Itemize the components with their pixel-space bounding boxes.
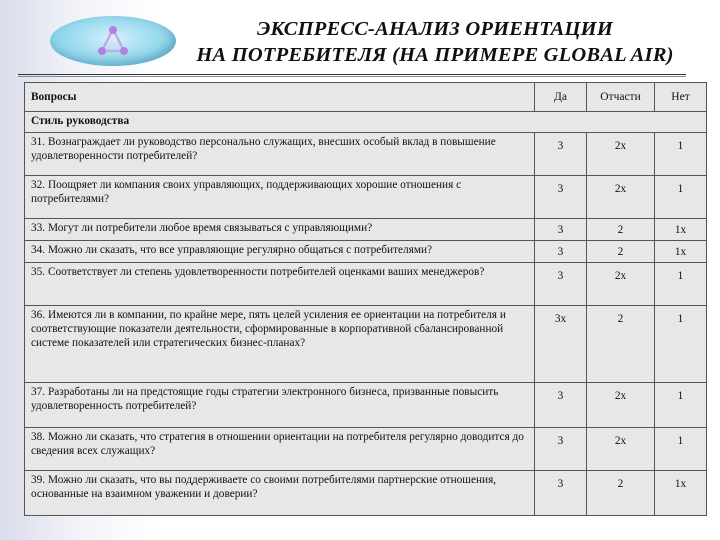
partly-cell: 2х (587, 428, 655, 471)
table-row (25, 263, 707, 306)
title-divider (18, 74, 686, 77)
header-questions: Вопросы (25, 83, 535, 112)
yes-cell: 3 (535, 133, 587, 176)
table-row (25, 133, 707, 176)
question-cell: 35. Соответствует ли степень удовлетворенности потребителей оценками ваших менеджеров? (25, 263, 535, 306)
no-cell: 1 (655, 263, 707, 306)
table-row (25, 471, 707, 516)
title-line-1: ЭКСПРЕСС-АНАЛИЗ ОРИЕНТАЦИИ (257, 18, 613, 40)
partly-cell: 2х (587, 176, 655, 219)
yes-cell: 3 (535, 428, 587, 471)
table-row (25, 306, 707, 383)
partly-cell: 2 (587, 306, 655, 383)
page-title (150, 16, 720, 68)
no-cell: 1 (655, 383, 707, 428)
partly-cell: 2 (587, 219, 655, 241)
question-cell: 31. Вознаграждает ли руководство персонально служащих, внесших особый вклад в повышение удовлетворенности потребителей? (25, 133, 535, 176)
header-row (25, 83, 707, 112)
section-row (25, 112, 707, 133)
yes-cell: 3 (535, 219, 587, 241)
table-row (25, 176, 707, 219)
table-row (25, 241, 707, 263)
question-cell: 32. Поощряет ли компания своих управляющих, поддерживающих хорошие отношения с потребителями? (25, 176, 535, 219)
question-cell: 33. Могут ли потребители любое время связываться с управляющими? (25, 219, 535, 241)
header-partly: Отчасти (587, 83, 655, 112)
no-cell: 1 (655, 176, 707, 219)
no-cell: 1 (655, 306, 707, 383)
question-cell: 38. Можно ли сказать, что стратегия в отношении ориентации на потребителя регулярно доводится до сведения всех служащих? (25, 428, 535, 471)
title-line-2: НА ПОТРЕБИТЕЛЯ (НА ПРИМЕРЕ GLOBAL AIR) (196, 44, 674, 66)
table-row (25, 219, 707, 241)
partly-cell: 2 (587, 471, 655, 516)
no-cell: 1 (655, 133, 707, 176)
yes-cell: 3 (535, 176, 587, 219)
table-row (25, 383, 707, 428)
question-cell: 34. Можно ли сказать, что все управляющие регулярно общаться с потребителями? (25, 241, 535, 263)
header-no: Нет (655, 83, 707, 112)
yes-cell: 3 (535, 241, 587, 263)
question-cell: 36. Имеются ли в компании, по крайне мере, пять целей усиления ее ориентации на потребителя и соответствующие показатели деятельности, сформированные в корпоративной сбалансированной системе показателей или стратегических бизнес-планах? (25, 306, 535, 383)
question-cell: 37. Разработаны ли на предстоящие годы стратегии электронного бизнеса, призванные повысить удовлетворенность потребителей? (25, 383, 535, 428)
partly-cell: 2х (587, 133, 655, 176)
triangle-nodes-logo-icon (97, 25, 129, 57)
partly-cell: 2 (587, 241, 655, 263)
question-cell: 39. Можно ли сказать, что вы поддерживаете со своими потребителями партнерские отношения, основанные на взаимном уважении и доверии? (25, 471, 535, 516)
section-title: Стиль руководства (25, 112, 707, 133)
partly-cell: 2х (587, 263, 655, 306)
yes-cell: 3 (535, 263, 587, 306)
no-cell: 1 (655, 428, 707, 471)
header-yes: Да (535, 83, 587, 112)
no-cell: 1х (655, 241, 707, 263)
no-cell: 1х (655, 471, 707, 516)
no-cell: 1х (655, 219, 707, 241)
partly-cell: 2х (587, 383, 655, 428)
yes-cell: 3 (535, 383, 587, 428)
questions-table (24, 82, 707, 516)
table-row (25, 428, 707, 471)
yes-cell: 3х (535, 306, 587, 383)
yes-cell: 3 (535, 471, 587, 516)
